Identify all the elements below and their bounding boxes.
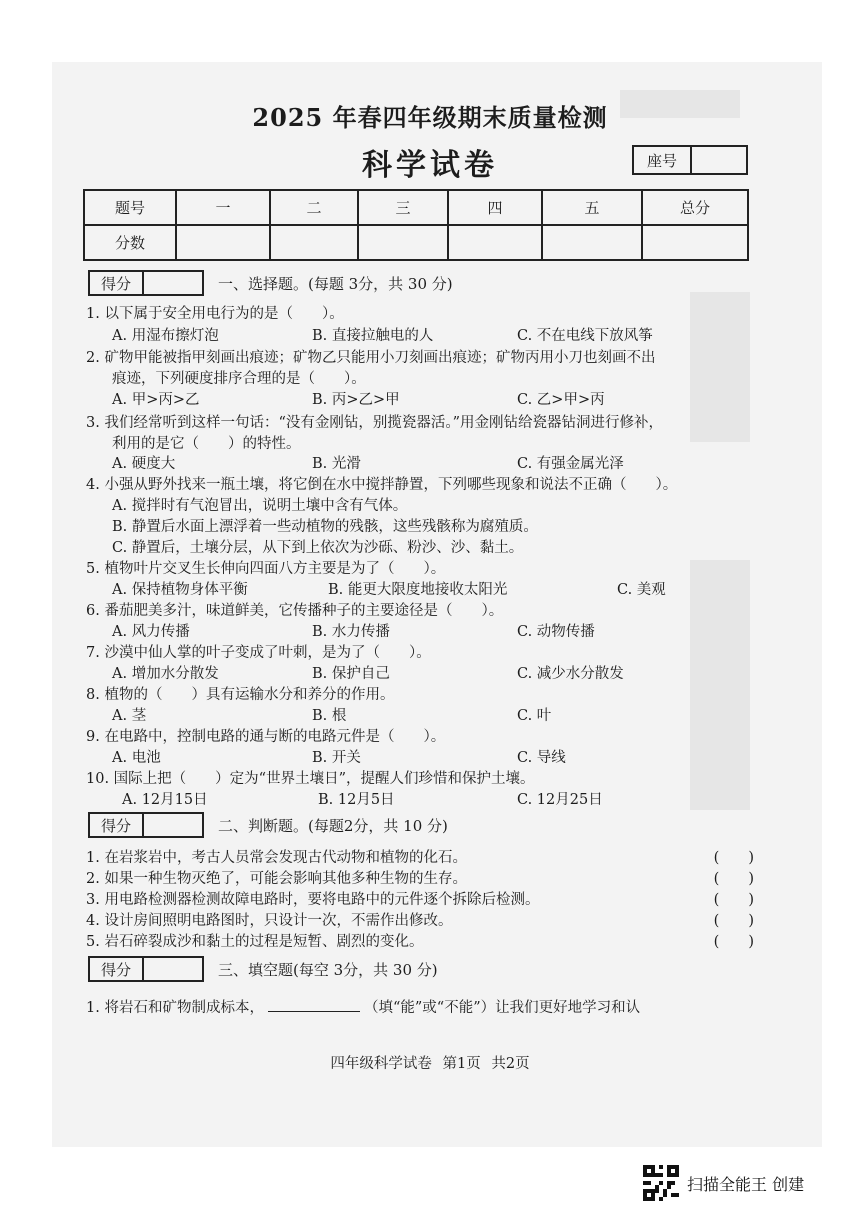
option-b: B. 静置后水面上漂浮着一些动植物的残骸，这些残骸称为腐殖质。 [112,519,538,535]
qr-code-icon [643,1165,679,1201]
score-table-cell: 题号 [84,190,176,225]
option-a: A. 硬度大 [112,456,176,472]
judgement-item [86,846,754,867]
score-box-label: 得分 [90,958,144,980]
option-b: B. 12月5日 [318,792,395,808]
fill-question-text: 1. 将岩石和矿物制成标本， [86,1000,264,1016]
bleed-through-mark [690,560,750,810]
score-table-cell: 三 [358,190,448,225]
score-table-blank [176,225,270,260]
option-c: C. 有强金属光泽 [517,456,624,472]
judgement-item [86,930,754,951]
option-b: B. 保护自己 [312,666,390,682]
option-b: B. 开关 [312,750,361,766]
section-heading: 三、填空题(每空 3分，共 30 分) [218,960,438,979]
answer-parentheses: ( ) [713,892,754,908]
question-text: 3. 我们经常听到这样一句话：“没有金刚钻，别揽瓷器活。”用金刚钻给瓷器钻洞进行修补， [86,415,664,431]
page-footer: 四年级科学试卷 第1页 共2页 [330,1056,530,1072]
option-b: B. 直接拉触电的人 [312,328,434,344]
question-text: 2. 矿物甲能被指甲刻画出痕迹；矿物乙只能用小刀刻画出痕迹；矿物丙用小刀也刻画不出 [86,350,656,366]
score-table-cell: 五 [542,190,642,225]
option-a: A. 茎 [112,708,147,724]
score-table-cell: 总分 [642,190,748,225]
answer-parentheses: ( ) [713,850,754,866]
watermark-text: 扫描全能王 创建 [687,1174,805,1194]
question-text-cont: 痕迹，下列硬度排序合理的是（ ）。 [112,371,366,387]
judgement-text: 4. 设计房间照明电路图时，只设计一次，不需作出修改。 [86,913,453,929]
option-a: A. 搅拌时有气泡冒出，说明土壤中含有气体。 [112,498,408,514]
option-a: A. 甲>丙>乙 [112,392,200,408]
exam-subtitle: 科学试卷 [362,148,498,183]
fill-question [86,996,640,1017]
seat-number-label: 座号 [634,147,692,173]
question-text: 6. 番茄肥美多汁，味道鲜美，它传播种子的主要途径是（ ）。 [86,603,504,619]
section-heading: 二、判断题。(每题2分，共 10 分) [218,816,448,835]
option-a: A. 增加水分散发 [112,666,219,682]
option-b: B. 水力传播 [312,624,390,640]
score-table-blank [642,225,748,260]
question-text-cont: 利用的是它（ ）的特性。 [112,436,301,452]
option-c: C. 12月25日 [517,792,603,808]
option-a: A. 风力传播 [112,624,190,640]
question-text: 7. 沙漠中仙人掌的叶子变成了叶刺，是为了（ ）。 [86,645,431,661]
option-c: C. 静置后，土壤分层，从下到上依次为沙砾、粉沙、沙、黏土。 [112,540,524,556]
question-text: 10. 国际上把（ ）定为“世界土壤日”，提醒人们珍惜和保护土壤。 [86,771,535,787]
option-c: C. 减少水分散发 [517,666,624,682]
question-text: 1. 以下属于安全用电行为的是（ ）。 [86,306,344,322]
option-a: A. 用湿布擦灯泡 [112,328,219,344]
section-choice-header [88,270,453,296]
question-text: 5. 植物叶片交叉生长伸向四面八方主要是为了（ ）。 [86,561,446,577]
option-c: C. 不在电线下放风筝 [517,328,653,344]
option-c: C. 动物传播 [517,624,595,640]
question-text: 8. 植物的（ ）具有运输水分和养分的作用。 [86,687,395,703]
score-table-cell: 二 [270,190,358,225]
section-judgement-header [88,812,448,838]
fill-question-text-cont: （填“能”或“不能”）让我们更好地学习和认 [363,1000,641,1016]
score-table-cell: 一 [176,190,270,225]
judgement-text: 1. 在岩浆岩中，考古人员常会发现古代动物和植物的化石。 [86,850,467,866]
answer-parentheses: ( ) [713,934,754,950]
option-c: C. 美观 [617,582,666,598]
option-b: B. 根 [312,708,347,724]
score-table-blank [542,225,642,260]
bleed-through-mark [690,292,750,442]
option-b: B. 丙>乙>甲 [312,392,400,408]
judgement-item [86,867,754,888]
score-table-header-row [84,190,748,225]
option-a: A. 保持植物身体平衡 [112,582,248,598]
score-box-label: 得分 [90,272,144,294]
section-fill-header [88,956,438,982]
question-text: 9. 在电路中，控制电路的通与断的电路元件是（ ）。 [86,729,446,745]
seat-number-box [632,145,748,175]
answer-parentheses: ( ) [713,871,754,887]
judgement-text: 3. 用电路检测器检测故障电路时，要将电路中的元件逐个拆除后检测。 [86,892,540,908]
score-box-field [144,272,202,294]
judgement-text: 5. 岩石碎裂成沙和黏土的过程是短暂、剧烈的变化。 [86,934,424,950]
score-box [88,812,204,838]
score-box [88,956,204,982]
seat-number-field [692,147,746,173]
judgement-item [86,909,754,930]
option-c: C. 乙>甲>丙 [517,392,605,408]
option-b: B. 光滑 [312,456,361,472]
option-a: A. 12月15日 [122,792,208,808]
score-table-blank [270,225,358,260]
option-c: C. 导线 [517,750,566,766]
option-b: B. 能更大限度地接收太阳光 [328,582,508,598]
score-box-label: 得分 [90,814,144,836]
score-table-blank [448,225,542,260]
section-heading: 一、选择题。(每题 3分，共 30 分) [218,274,453,293]
judgement-item [86,888,754,909]
score-table-score-row [84,225,748,260]
exam-title: 2025 年春四年级期末质量检测 [252,103,608,132]
score-box [88,270,204,296]
score-table-blank [358,225,448,260]
score-table-cell: 分数 [84,225,176,260]
answer-parentheses: ( ) [713,913,754,929]
option-c: C. 叶 [517,708,552,724]
score-box-field [144,814,202,836]
answer-blank [268,1011,360,1012]
score-table-cell: 四 [448,190,542,225]
judgement-text: 2. 如果一种生物灭绝了，可能会影响其他多种生物的生存。 [86,871,467,887]
option-a: A. 电池 [112,750,161,766]
score-box-field [144,958,202,980]
question-text: 4. 小强从野外找来一瓶土壤，将它倒在水中搅拌静置，下列哪些现象和说法不正确（ ）。 [86,477,678,493]
scanner-watermark [643,1165,804,1201]
score-table [83,189,749,261]
